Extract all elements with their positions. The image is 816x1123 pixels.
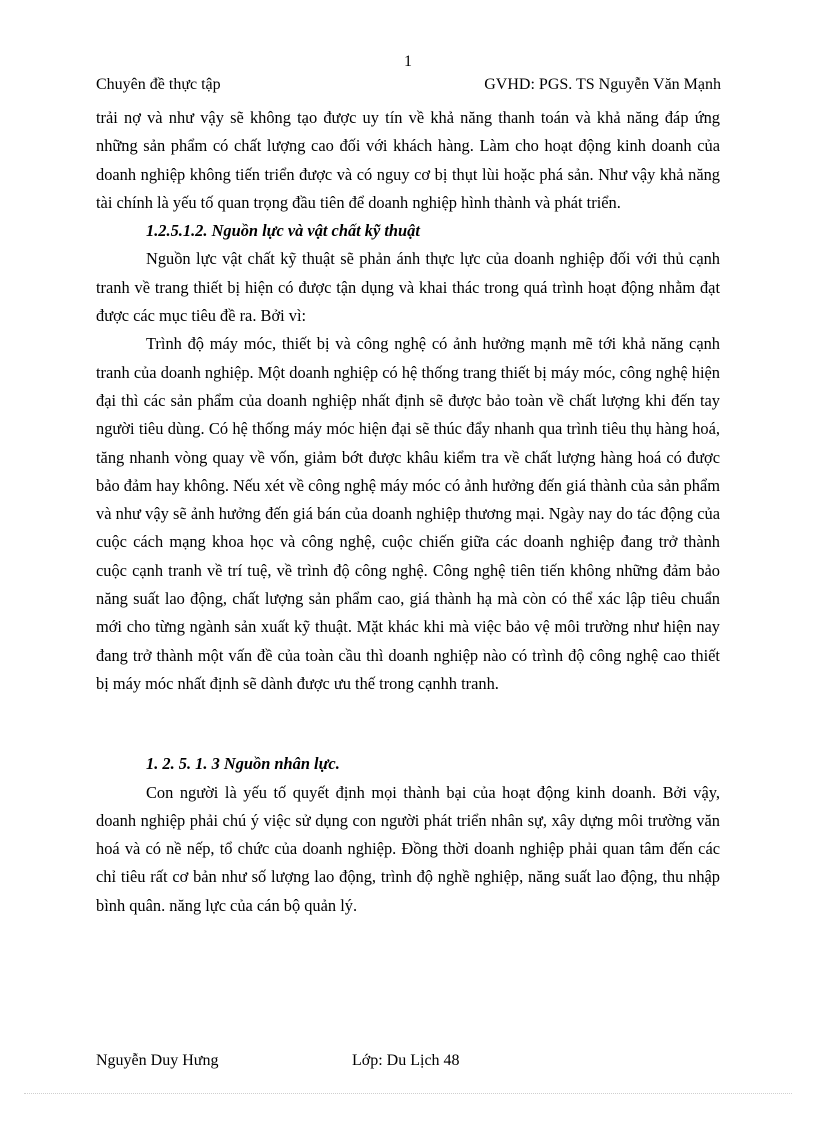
paragraph-technology: Trình độ máy móc, thiết bị và công nghệ có ảnh hưởng mạnh mẽ tới khả năng cạnh tranh của doanh nghiệp. Một doanh nghiệp có hệ thống trang thiết bị máy móc, công nghệ hiện đại thì các sản phẩm của doanh nghiệp nhất định sẽ được bảo toàn về chất lượng khi đến tay người tiêu dùng. Có hệ thống máy móc hiện đại sẽ thúc đẩy nhanh qua trình tiêu thụ hàng hoá, tăng nhanh vòng quay về vốn, giảm bớt được khâu kiểm tra về chất lượng hàng hoá có được bảo đảm hay không. Nếu xét về công nghệ máy móc có ảnh hưởng đến giá thành của sản phẩm và như vậy sẽ ảnh hưởng đến giá bán của doanh nghiệp thương mại. Ngày nay do tác động của cuộc cách mạng khoa học và công nghệ, cuộc chiến giữa các doanh nghiệp đang trở thành cuộc cạnh tranh về trí tuệ, về trình độ công nghệ. Công nghệ tiên tiến không những đảm bảo năng suất lao động, chất lượng sản phẩm cao, giá thành hạ mà còn có thể xác lập tiêu chuẩn mới cho từng ngành sản xuất kỹ thuật. Mặt khác khi mà việc bảo vệ môi trường như hiện nay đang trở thành một vấn đề của toàn cầu thì doanh nghiệp nào có trình độ công nghệ cao thiết bị máy móc nhất định sẽ dành được ưu thế trong cạnhh tranh. [96,334,720,693]
section-heading-technical-resources: 1.2.5.1.2. Nguồn lực và vật chất kỹ thuật [146,221,420,241]
paragraph-technical-intro: Nguồn lực vật chất kỹ thuật sẽ phản ánh thực lực của doanh nghiệp đối với thủ cạnh tranh về trang thiết bị hiện có được tận dụng và khai thác trong quá trình hoạt động nhằm đạt được các mục tiêu đề ra. Bởi vì: [96,249,720,326]
document-body [96,104,720,920]
header-title: Chuyên đề thực tập [96,76,221,93]
paragraph-human-resources: Con người là yếu tố quyết định mọi thành bại của hoạt động kinh doanh. Bởi vậy, doanh nghiệp phải chú ý việc sử dụng con người phát triển nhân sự, xây dựng môi trường văn hoá và có nề nếp, tổ chức của doanh nghiệp. Đồng thời doanh nghiệp phải quan tâm đến các chỉ tiêu rất cơ bản như số lượng lao động, trình độ nghề nghiệp, năng suất lao động, thu nhập bình quân. năng lực của cán bộ quản lý. [96,782,720,915]
footer-divider [24,1093,792,1094]
page-number: 1 [404,53,412,70]
footer-author: Nguyễn Duy Hưng [96,1052,219,1069]
section-heading-human-resources: 1. 2. 5. 1. 3 Nguồn nhân lực. [146,754,340,774]
footer-class: Lớp: Du Lịch 48 [352,1052,460,1069]
paragraph-financial: trải nợ và như vậy sẽ không tạo được uy tín về khả năng thanh toán và khả năng đáp ứng những sản phẩm có chất lượng cao đối với khách hàng. Làm cho hoạt động kinh doanh của doanh nghiệp không tiến triển được và có nguy cơ bị thụt lùi hoặc phá sản. Như vậy khả năng tài chính là yếu tố quan trọng đầu tiên để doanh nghiệp hình thành và phát triển. [96,108,720,212]
header-supervisor: GVHD: PGS. TS Nguyễn Văn Mạnh [484,76,721,93]
